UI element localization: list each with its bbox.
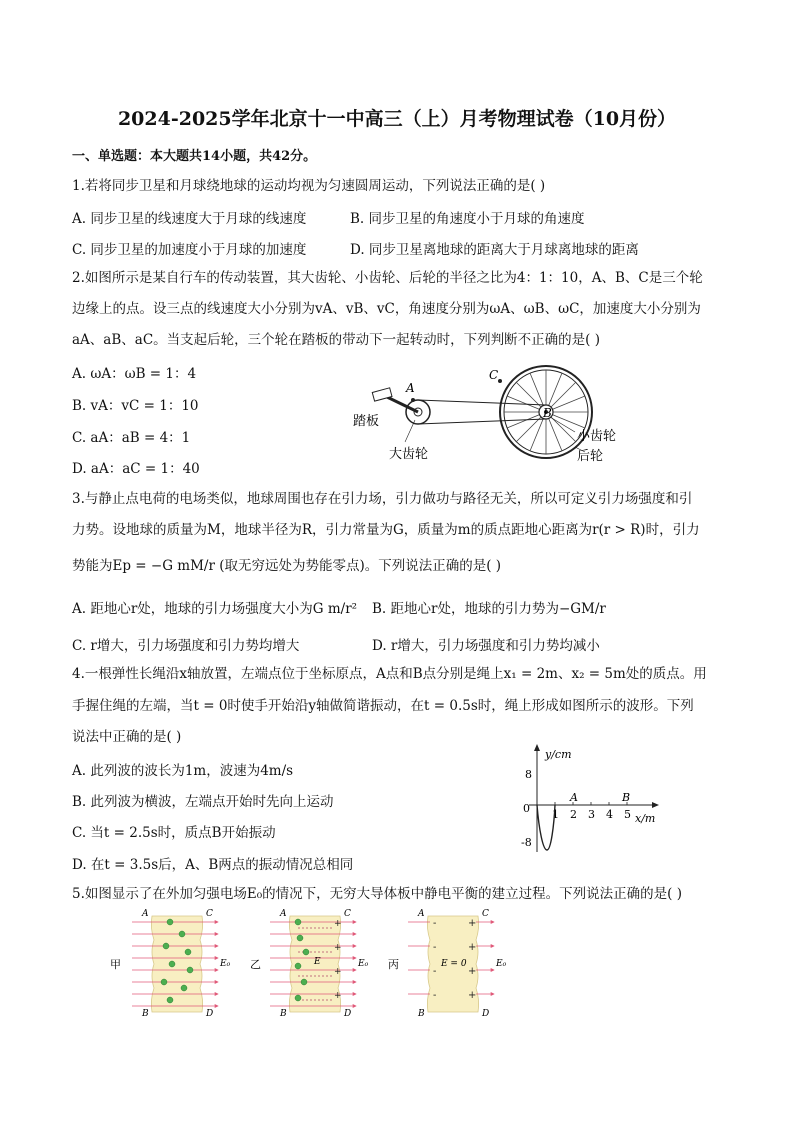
- question-3-line-2: 力势。设地球的质量为M，地球半径为R，引力常量为G，质量为m的质点距地心距离为r(r > R)时，引力: [72, 522, 700, 538]
- question-3-option-d: D. r增大，引力场强度和引力势均减小: [372, 638, 600, 654]
- question-3-line-1: 3.与静止点电荷的电场类似，地球周围也存在引力场，引力做功与路径无关，所以可定义引力场强度和引: [72, 491, 693, 507]
- x-tick-3: 3: [588, 808, 595, 821]
- point-c-label: C: [489, 368, 499, 382]
- question-2-line-2: 边缘上的点。设三点的线速度大小分别为vA、vB、vC，角速度分别为ωA、ωB、ωC，加速度大小分别为: [72, 301, 701, 317]
- field-label: E₀: [358, 959, 369, 969]
- panel-jia-label: 甲: [110, 958, 121, 971]
- x-tick-2: 2: [570, 808, 577, 821]
- svg-text:-: -: [433, 918, 437, 929]
- question-5-stem: 5.如图显示了在外加匀强电场E₀的情况下，无穷大导体板中静电平衡的建立过程。下列说法正确的是( ): [72, 886, 682, 902]
- x-axis-label: x/m: [635, 812, 656, 825]
- question-3-line-3: 势能为Ep = −G mM/r (取无穷远处为势能零点)。下列说法正确的是( ): [72, 558, 502, 574]
- corner-a: A: [142, 909, 149, 919]
- field-label: E₀: [220, 959, 231, 969]
- question-3-option-b: B. 距地心r处，地球的引力势为−GM/r: [372, 601, 606, 617]
- x-tick-1: 1: [552, 808, 559, 821]
- rear-wheel-label: 后轮: [577, 449, 604, 464]
- exam-title: 2024-2025学年北京十一中高三（上）月考物理试卷（10月份）: [117, 108, 677, 130]
- corner-a: A: [418, 909, 425, 919]
- question-2-option-d: D. aA：aC = 1：40: [72, 461, 200, 477]
- corner-b: B: [418, 1009, 425, 1018]
- panel-yi: [250, 909, 369, 1018]
- svg-text:+: +: [334, 991, 342, 1001]
- question-2-option-a: A. ωA：ωB = 1：4: [72, 366, 197, 382]
- svg-text:+: +: [334, 967, 342, 977]
- inner-field-label: E = 0: [441, 959, 467, 969]
- big-gear-label: 大齿轮: [389, 447, 429, 462]
- corner-b: B: [142, 1009, 149, 1018]
- chain-bottom: [418, 419, 546, 424]
- y-tick-top: 8: [525, 768, 532, 781]
- svg-text:+: +: [468, 990, 477, 1001]
- y-axis-label: y/cm: [545, 748, 572, 761]
- question-2-option-b: B. vA：vC = 1：10: [72, 398, 199, 414]
- question-4-line-2: 手握住绳的左端，当t = 0时使手开始沿y轴做简谐振动，在t = 0.5s时，绳上形成如图所示的波形。下列: [72, 698, 694, 714]
- question-1-option-b: B. 同步卫星的角速度小于月球的角速度: [350, 211, 585, 227]
- y-tick-zero: 0: [523, 802, 530, 815]
- corner-c: C: [344, 909, 351, 919]
- svg-text:-: -: [433, 966, 437, 977]
- y-tick-bottom: -8: [521, 836, 532, 849]
- field-label: E₀: [496, 959, 507, 969]
- question-3-option-c: C. r增大，引力场强度和引力势均增大: [72, 638, 300, 654]
- question-1-option-a: A. 同步卫星的线速度大于月球的线速度: [72, 211, 307, 227]
- conductor-plates-figure: [100, 908, 520, 1018]
- corner-a: A: [280, 909, 287, 919]
- panel-jia: [110, 909, 231, 1018]
- corner-d: D: [206, 1009, 214, 1018]
- corner-d: D: [482, 1009, 490, 1018]
- svg-text:+: +: [334, 943, 342, 953]
- question-2-line-3: aA、aB、aC。当支起后轮，三个轮在踏板的带动下一起转动时，下列判断不正确的是( ): [72, 332, 600, 348]
- corner-c: C: [206, 909, 213, 919]
- svg-text:+: +: [468, 942, 477, 953]
- bicycle-transmission-figure: [345, 362, 635, 472]
- question-2-option-c: C. aA：aB = 4：1: [72, 430, 191, 446]
- question-4-line-3: 说法中正确的是( ): [72, 729, 182, 745]
- question-4-option-b: B. 此列波为横波，左端点开始时先向上运动: [72, 794, 334, 810]
- question-4-line-1: 4.一根弹性长绳沿x轴放置，左端点位于坐标原点，A点和B点分别是绳上x₁ = 2m、x₂ = 5m处的质点。用: [72, 666, 707, 682]
- question-4-option-d: D. 在t = 3.5s后，A、B两点的振动情况总相同: [72, 857, 354, 873]
- corner-b: B: [280, 1009, 287, 1018]
- question-3-option-a: A. 距地心r处，地球的引力场强度大小为G m/r²: [72, 601, 358, 617]
- svg-text:+: +: [334, 919, 342, 929]
- svg-text:-: -: [433, 942, 437, 953]
- point-a-label: A: [570, 791, 578, 804]
- chain-top: [418, 400, 546, 405]
- pedal-label: 踏板: [353, 414, 380, 429]
- point-b-label: B: [543, 406, 552, 420]
- question-1-stem: 1.若将同步卫星和月球绕地球的运动均视为匀速圆周运动，下列说法正确的是( ): [72, 178, 546, 194]
- inner-field-label: E: [314, 957, 321, 967]
- svg-text:+: +: [468, 918, 477, 929]
- question-1-option-c: C. 同步卫星的加速度小于月球的加速度: [72, 242, 307, 258]
- panel-bing: [388, 909, 507, 1018]
- wave-graph: [505, 740, 665, 860]
- panel-bing-label: 丙: [388, 958, 399, 971]
- point-a-label: A: [406, 381, 415, 395]
- point-b-label: B: [622, 791, 631, 804]
- corner-c: C: [482, 909, 489, 919]
- section-heading: 一、单选题：本大题共14小题，共42分。: [72, 149, 317, 164]
- svg-text:+: +: [468, 966, 477, 977]
- x-tick-4: 4: [606, 808, 613, 821]
- x-tick-5: 5: [624, 808, 631, 821]
- corner-d: D: [344, 1009, 352, 1018]
- question-4-option-c: C. 当t = 2.5s时，质点B开始振动: [72, 825, 276, 841]
- panel-yi-label: 乙: [250, 958, 261, 971]
- question-1-option-d: D. 同步卫星离地球的距离大于月球离地球的距离: [350, 242, 639, 258]
- small-gear-label: 小齿轮: [577, 429, 617, 444]
- question-4-option-a: A. 此列波的波长为1m，波速为4m/s: [72, 763, 294, 779]
- svg-text:-: -: [433, 990, 437, 1001]
- question-2-line-1: 2.如图所示是某自行车的传动装置，其大齿轮、小齿轮、后轮的半径之比为4：1：10，A、B、C是三个轮: [72, 270, 703, 286]
